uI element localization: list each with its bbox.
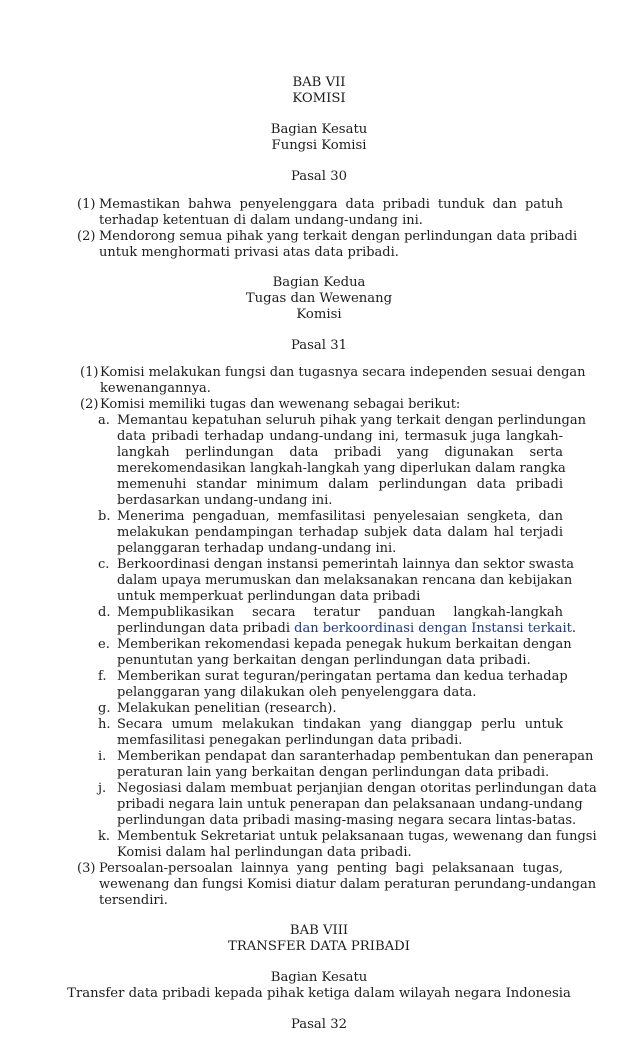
list-marker: e.	[98, 637, 110, 652]
paragraph-line: berdasarkan undang-undang ini.	[117, 493, 333, 508]
chapter-title: TRANSFER DATA PRIBADI	[228, 939, 410, 954]
paragraph-line: Mempublikasikan secara teratur panduan langkah-langkah	[117, 605, 563, 620]
text-run: .	[571, 621, 576, 636]
chapter-number: BAB VII	[292, 75, 346, 90]
paragraph-line: tersendiri.	[99, 893, 168, 908]
list-marker: g.	[98, 701, 111, 716]
article-title: Pasal 30	[291, 169, 347, 184]
paragraph-line: memenuhi standar minimum dalam perlindungan data pribadi	[117, 477, 563, 492]
paragraph-line: Mendorong semua pihak yang terkait dengan perlindungan data pribadi	[99, 229, 578, 244]
paragraph-line: untuk menghormati privasi atas data pribadi.	[99, 245, 399, 260]
paragraph-line: Komisi melakukan fungsi dan tugasnya secara independen sesuai dengan	[100, 365, 586, 380]
paragraph-line: Komisi dalam hal perlindungan data pribadi.	[117, 845, 412, 860]
list-marker: (2)	[77, 229, 96, 244]
section-subtitle: Komisi	[296, 307, 342, 322]
paragraph-line: Secara umum melakukan tindakan yang dianggap perlu untuk	[117, 717, 563, 732]
section-title: Bagian Kedua	[272, 275, 366, 290]
list-marker: (2)	[80, 397, 99, 412]
list-marker: b.	[98, 509, 111, 524]
chapter-title: KOMISI	[292, 91, 346, 106]
list-marker: a.	[98, 413, 110, 428]
article-title: Pasal 31	[291, 338, 347, 353]
section-subtitle: Fungsi Komisi	[271, 138, 367, 153]
paragraph-line: Memantau kepatuhan seluruh pihak yang terkait dengan perlindungan	[117, 413, 586, 428]
paragraph-line: Memberikan surat teguran/peringatan pertama dan kedua terhadap	[117, 669, 568, 684]
list-marker: (3)	[77, 861, 96, 876]
chapter-number: BAB VIII	[289, 923, 349, 938]
paragraph-line: perlindungan data pribadi masing-masing negara secara lintas-batas.	[117, 813, 577, 828]
paragraph-line: untuk memperkuat perlindungan data pribadi	[117, 589, 421, 604]
paragraph-line: langkah perlindungan data pribadi yang digunakan serta	[117, 445, 563, 460]
list-marker: j.	[98, 781, 107, 796]
list-marker: (1)	[77, 197, 96, 212]
list-marker: c.	[98, 557, 110, 572]
paragraph-line: dalam upaya merumuskan dan melaksanakan rencana dan kebijakan	[117, 573, 573, 588]
highlighted-text: dan berkoordinasi dengan Instansi terkait	[294, 621, 572, 636]
paragraph-line: Berkoordinasi dengan instansi pemerintah lainnya dan sektor swasta	[117, 557, 574, 572]
list-marker: k.	[98, 829, 111, 844]
list-marker: i.	[98, 749, 107, 764]
paragraph-line: Melakukan penelitian (research).	[117, 701, 337, 716]
section-subtitle: Tugas dan Wewenang	[245, 291, 393, 306]
paragraph-line: melakukan pendampingan terhadap subjek data dalam hal terjadi	[117, 525, 563, 540]
paragraph-line: kewenangannya.	[100, 381, 211, 396]
paragraph-line: memfasilitasi penegakan perlindungan data pribadi.	[117, 733, 463, 748]
paragraph-line: pelanggaran yang dilakukan oleh penyelenggara data.	[117, 685, 477, 700]
paragraph-line: pelanggaran terhadap undang-undang ini.	[117, 541, 397, 556]
section-title: Bagian Kesatu	[270, 970, 368, 985]
paragraph-line: penuntutan yang berkaitan dengan perlindungan data pribadi.	[117, 653, 531, 668]
paragraph-line: Memberikan pendapat dan saranterhadap pembentukan dan penerapan	[117, 749, 594, 764]
section-subtitle: Transfer data pribadi kepada pihak ketiga dalam wilayah negara Indonesia	[67, 986, 571, 1001]
paragraph-line: Membentuk Sekretariat untuk pelaksanaan tugas, wewenang dan fungsi	[117, 829, 597, 844]
section-title: Bagian Kesatu	[270, 122, 368, 137]
paragraph-line: Negosiasi dalam membuat perjanjian dengan otoritas perlindungan data	[117, 781, 597, 796]
paragraph-line: Persoalan-persoalan lainnya yang penting bagi pelaksanaan tugas,	[99, 861, 563, 876]
paragraph-line: peraturan lain yang berkaitan dengan perlindungan data pribadi.	[117, 765, 550, 780]
list-marker: (1)	[80, 365, 99, 380]
paragraph-line: terhadap ketentuan di dalam undang-undang ini.	[99, 213, 423, 228]
article-title: Pasal 32	[291, 1017, 347, 1032]
paragraph-line: Komisi memiliki tugas dan wewenang sebagai berikut:	[100, 397, 461, 412]
paragraph-line: wewenang dan fungsi Komisi diatur dalam peraturan perundang-undangan	[99, 877, 597, 892]
paragraph-line: Menerima pengaduan, memfasilitasi penyelesaian sengketa, dan	[117, 509, 563, 524]
paragraph-line: Memastikan bahwa penyelenggara data pribadi tunduk dan patuh	[99, 197, 563, 212]
paragraph-line: pribadi negara lain untuk penerapan dan pelaksanaan undang-undang	[117, 797, 583, 812]
list-marker: d.	[98, 605, 111, 620]
paragraph-line: merekomendasikan langkah-langkah yang diperlukan dalam rangka	[117, 461, 566, 476]
paragraph-line	[117, 621, 576, 637]
list-marker: h.	[98, 717, 111, 732]
text-run: perlindungan data pribadi	[117, 621, 295, 636]
paragraph-line: Memberikan rekomendasi kepada penegak hukum berkaitan dengan	[117, 637, 572, 652]
paragraph-line: data pribadi terhadap undang-undang ini, termasuk juga langkah-	[117, 429, 563, 444]
list-marker: f.	[98, 669, 107, 684]
